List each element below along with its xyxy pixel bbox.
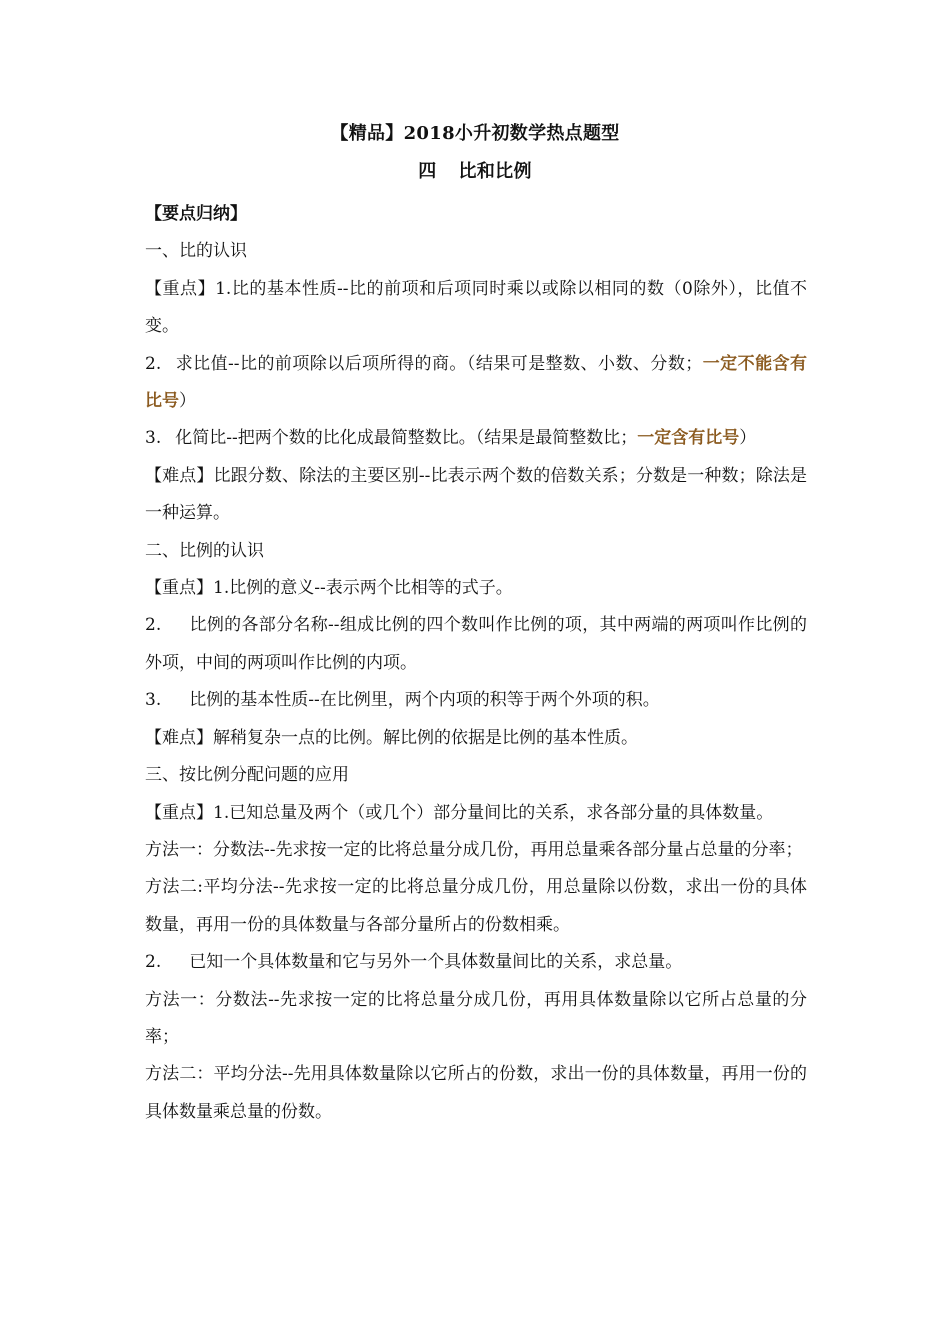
s1-difficulty: 【难点】比跟分数、除法的主要区别--比表示两个数的倍数关系；分数是一种数；除法是一种运算。 bbox=[145, 465, 807, 524]
s2-item-2-num: 2. bbox=[145, 615, 162, 636]
s1-item-3-end: ） bbox=[739, 428, 757, 449]
s3-method-3: 方法一：分数法--先求按一定的比将总量分成几份，再用具体数量除以它所占总量的分率； bbox=[145, 989, 807, 1047]
s2-item-3-num: 3. bbox=[145, 690, 162, 711]
s1-item-2-text: 求比值--比的前项除以后项所得的商。（结果可是整数、小数、分数； bbox=[175, 353, 703, 374]
s1-item-2-highlight: 一定不能含有比号 bbox=[145, 353, 807, 412]
s2-item-2 bbox=[145, 607, 807, 682]
section-3-heading: 三、按比例分配问题的应用 bbox=[145, 765, 349, 786]
s2-item-3-text: 比例的基本性质--在比例里，两个内项的积等于两个外项的积。 bbox=[189, 690, 660, 711]
s3-method-2: 方法二:平均分法--先求按一定的比将总量分成几份，用总量除以份数，求出一份的具体数量，再用一份的具体数量与各部分量所占的份数相乘。 bbox=[145, 877, 807, 935]
summary-heading: 【要点归纳】 bbox=[145, 204, 247, 224]
s3-item-2-num: 2. bbox=[145, 952, 162, 973]
chapter-title bbox=[0, 160, 950, 184]
s3-item-2 bbox=[145, 944, 807, 981]
document-title: 【精品】2018小升初数学热点题型 bbox=[330, 123, 620, 144]
section-2-heading: 二、比例的认识 bbox=[145, 540, 264, 561]
s1-item-2-end: ） bbox=[179, 391, 196, 412]
s1-key-point: 【重点】1.比的基本性质--比的前项和后项同时乘以或除以相同的数（0除外），比值不变。 bbox=[145, 278, 807, 337]
s1-item-3-highlight: 一定含有比号 bbox=[637, 428, 740, 449]
s1-item-3-num: 3. bbox=[145, 428, 162, 449]
document-body bbox=[145, 196, 807, 1131]
s2-difficulty: 【难点】解稍复杂一点的比例。解比例的依据是比例的基本性质。 bbox=[145, 727, 638, 748]
chapter-name: 比和比例 bbox=[458, 161, 532, 182]
s1-item-2 bbox=[145, 346, 807, 421]
s3-method-4: 方法二：平均分法--先用具体数量除以它所占的份数，求出一份的具体数量，再用一份的具体数量乘总量的份数。 bbox=[145, 1064, 807, 1122]
section-1-heading: 一、比的认识 bbox=[145, 241, 247, 262]
s3-method-1: 方法一：分数法--先求按一定的比将总量分成几份，再用总量乘各部分量占总量的分率； bbox=[145, 839, 803, 860]
s2-item-3 bbox=[145, 682, 807, 719]
s3-item-2-text: 已知一个具体数量和它与另外一个具体数量间比的关系，求总量。 bbox=[189, 952, 683, 973]
s2-item-2-text: 比例的各部分名称--组成比例的四个数叫作比例的项，其中两端的两项叫作比例的外项，中间的两项叫作比例的内项。 bbox=[145, 615, 807, 673]
s1-item-3-text: 化简比--把两个数的比化成最简整数比。（结果是最简整数比； bbox=[175, 428, 638, 449]
s2-key-point: 【重点】1.比例的意义--表示两个比相等的式子。 bbox=[145, 578, 513, 599]
s1-item-2-num: 2. bbox=[145, 353, 162, 374]
s3-key-point: 【重点】1.已知总量及两个（或几个）部分量间比的关系，求各部分量的具体数量。 bbox=[145, 802, 774, 823]
s1-item-3 bbox=[145, 420, 807, 457]
chapter-number: 四 bbox=[418, 161, 437, 182]
